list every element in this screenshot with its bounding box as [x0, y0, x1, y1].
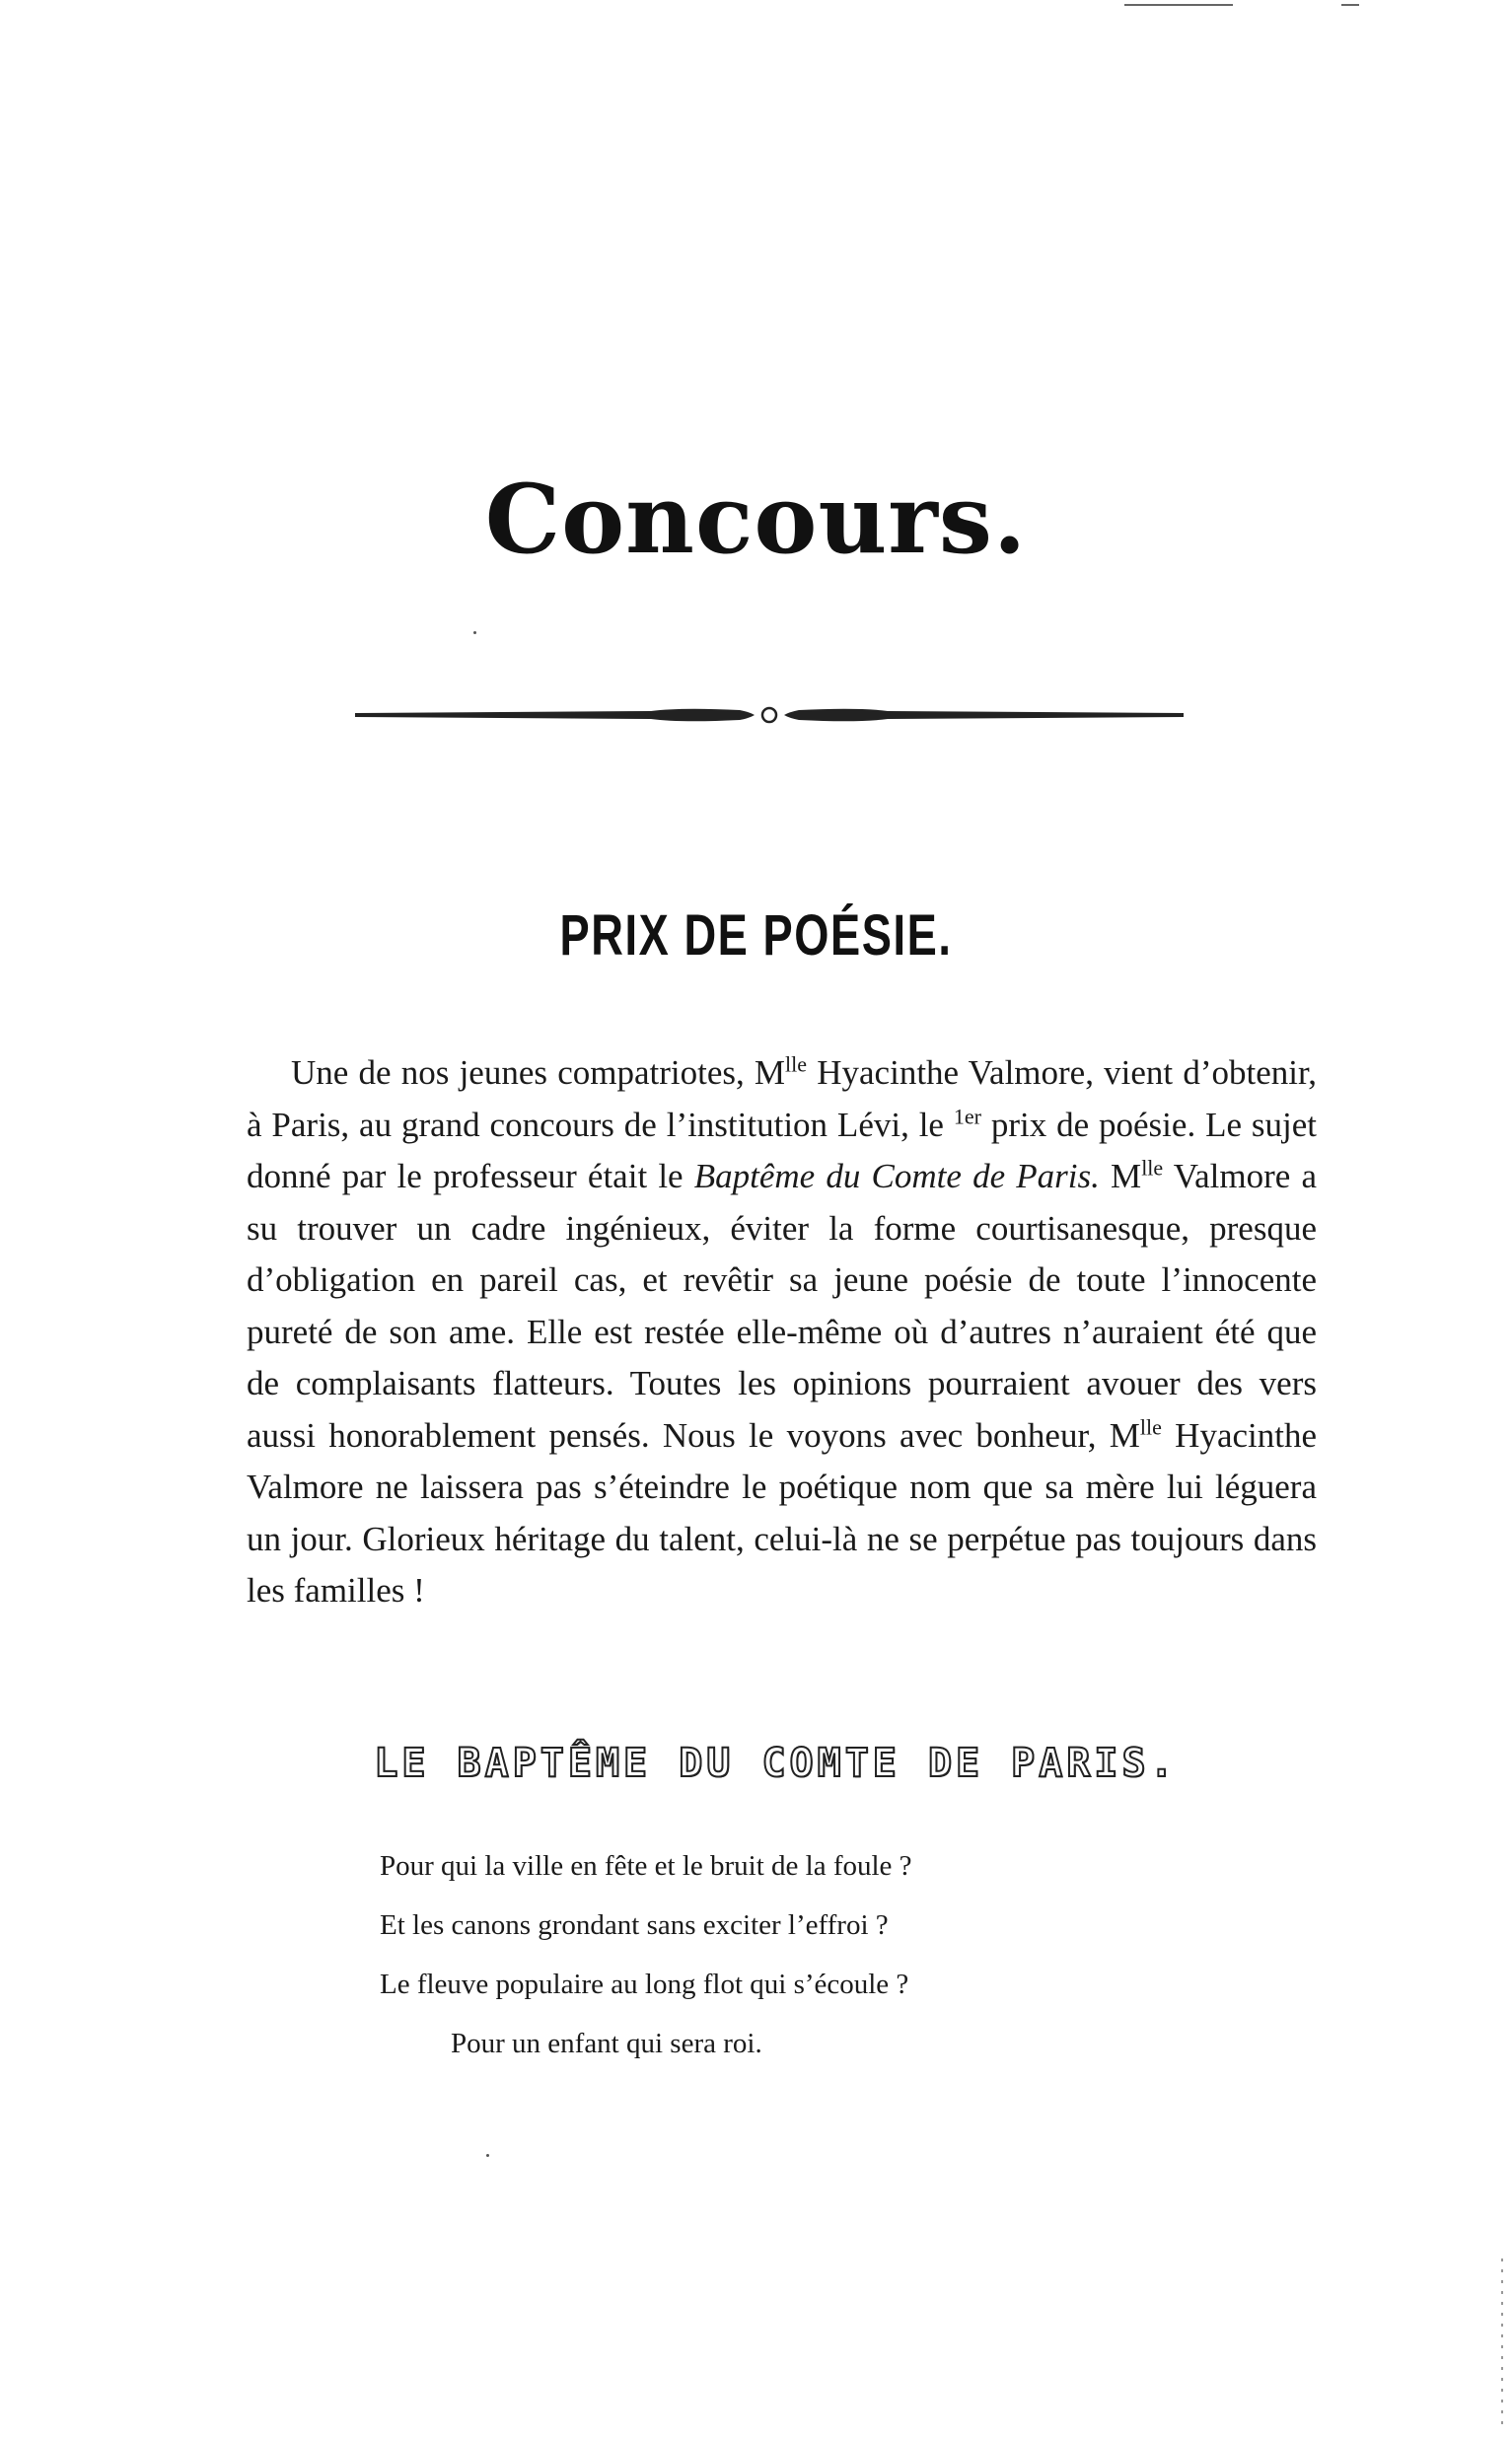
- paragraph-text: Hyacinthe Valmore ne laissera pas s’éteindre le poétique nom que sa mère lui léguera un jour. Glorieux héritage du talent, celui-là ne se perpétue pas toujours dans les familles !: [247, 1415, 1318, 1610]
- poem-line: Le fleuve populaire au long flot qui s’écoule ?: [380, 1969, 909, 2000]
- ink-speck: [473, 631, 476, 634]
- superscript: lle: [1139, 1413, 1162, 1439]
- poem-line: Pour un enfant qui sera roi.: [451, 2028, 762, 2059]
- poem-line: Pour qui la ville en fête et le bruit de la foule ?: [380, 1850, 912, 1882]
- paragraph-text: Hyacinthe Valmore, vient d’obtenir, à Paris, au grand concours de l’institution Lévi, le: [247, 1053, 1317, 1144]
- paragraph-text: prix de poésie. Le sujet donné par le professeur était le: [247, 1105, 1317, 1195]
- ornamental-divider: [355, 685, 1184, 745]
- superscript: lle: [1141, 1155, 1164, 1181]
- paragraph-text: M: [1099, 1157, 1142, 1195]
- paragraph-text: Valmore a su trouver un cadre ingénieux, éviter la forme courtisanesque, presque d’obligation en pareil cas, et revêtir sa jeune poésie de toute l’innocente pureté de son ame. Elle est restée elle-même où d’autres n’auraient été que de complaisants flatteurs. Toutes les opinions pourraient avouer des vers aussi honorablement pensés. Nous le voyons avec bonheur, M: [247, 1157, 1317, 1455]
- poem-title: LE BAPTÊME DU COMTE DE PARIS.: [374, 1741, 1178, 1786]
- top-right-rule-short: [1341, 4, 1359, 6]
- superscript: lle: [785, 1051, 808, 1077]
- top-right-rule: [1124, 4, 1233, 6]
- page-title: Concours.: [484, 464, 1028, 575]
- body-paragraph: [247, 1047, 1317, 1617]
- poem: [380, 1836, 1169, 2073]
- ink-speck: [486, 2154, 489, 2157]
- poem-line: Et les canons grondant sans exciter l’effroi ?: [380, 1909, 889, 1941]
- superscript: 1er: [953, 1103, 981, 1128]
- italic-title: Baptême du Comte de Paris.: [693, 1157, 1100, 1195]
- paragraph-text: Une de nos jeunes compatriotes, M: [291, 1053, 786, 1092]
- scan-edge-marks: [1501, 2259, 1503, 2426]
- section-heading: PRIX DE POÉSIE.: [559, 903, 953, 968]
